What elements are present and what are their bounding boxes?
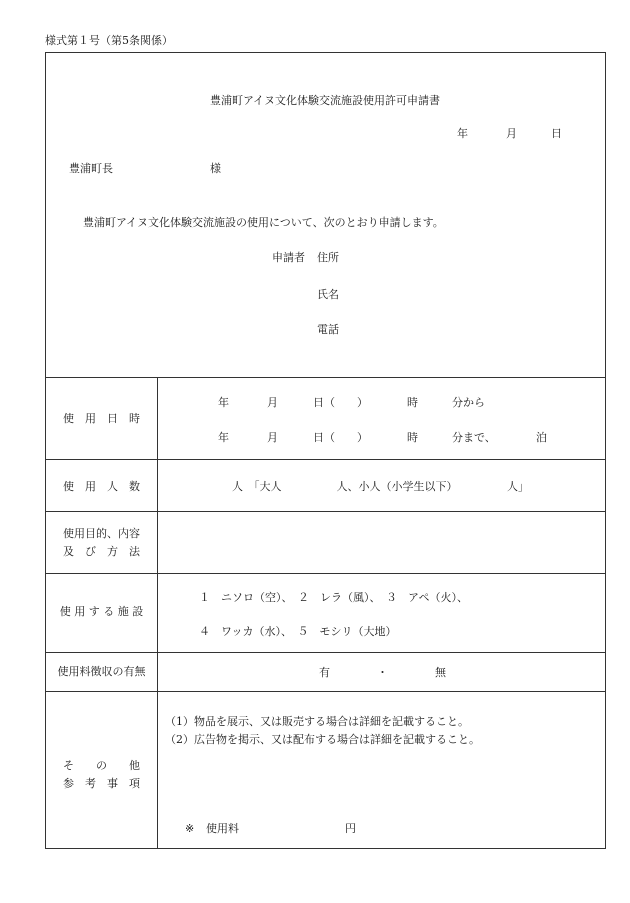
row-divider: [45, 573, 606, 574]
date-year-label: 年: [457, 127, 468, 140]
row-divider: [45, 459, 606, 460]
date-day-label: 日: [551, 127, 562, 140]
end-hour: 時: [407, 431, 418, 444]
form-title: 豊浦町アイヌ文化体験交流施設使用許可申請書: [209, 94, 441, 107]
fee-note-mark: ※: [185, 822, 195, 835]
nights-label: 泊: [536, 431, 547, 444]
other-note-1: （1）物品を展示、又は販売する場合は詳細を記載すること。: [165, 715, 469, 728]
fee-no-option: 無: [435, 666, 446, 679]
row-divider: [45, 652, 606, 653]
start-month: 月: [267, 396, 278, 409]
headcount-value: 人 「大人 人、小人（小学生以下） 人」: [232, 480, 529, 493]
start-day: 日（ ）: [313, 396, 368, 409]
table-top-line: [45, 377, 606, 378]
application-statement: 豊浦町アイヌ文化体験交流施設の使用について、次のとおり申請します。: [83, 216, 444, 229]
facilities-label: 使 用 す る 施 設: [59, 605, 144, 618]
applicant-phone-label: 電話: [317, 323, 339, 336]
fee-collection-label: 使用料徴収の有無: [57, 665, 146, 678]
applicant-name-label: 氏名: [317, 288, 339, 301]
other-label-line1: そ の 他: [63, 759, 140, 772]
headcount-label: 使 用 人 数: [63, 480, 140, 493]
end-minute: 分まで、: [452, 431, 496, 444]
row-divider: [45, 511, 606, 512]
purpose-label-line1: 使用目的、内容: [63, 527, 140, 540]
facilities-line2: ４ ワッカ（水）、 ５ モシリ（大地）: [199, 625, 397, 638]
form-number-label: 様式第１号（第5条関係）: [45, 34, 173, 47]
fee-separator: ・: [377, 666, 388, 679]
end-year: 年: [218, 431, 229, 444]
end-day: 日（ ）: [313, 431, 368, 444]
addressee-honorific: 様: [210, 162, 221, 175]
other-note-2: （2）広告物を掲示、又は配布する場合は詳細を記載すること。: [165, 733, 480, 746]
other-label-line2: 参 考 事 項: [63, 777, 140, 790]
end-month: 月: [267, 431, 278, 444]
start-minute: 分から: [452, 396, 485, 409]
start-year: 年: [218, 396, 229, 409]
row-divider: [45, 691, 606, 692]
addressee-name: 豊浦町長: [69, 162, 113, 175]
application-form-frame: [45, 52, 606, 849]
facilities-line1: １ ニソロ（空）、 ２ レラ（風）、 ３ アペ（火）、: [199, 591, 469, 604]
date-month-label: 月: [506, 127, 517, 140]
column-divider: [157, 377, 158, 849]
start-hour: 時: [407, 396, 418, 409]
fee-yes-option: 有: [319, 666, 330, 679]
applicant-address-label: 住所: [317, 251, 339, 264]
applicant-label: 申請者: [272, 251, 305, 264]
purpose-label-line2: 及 び 方 法: [63, 545, 140, 558]
fee-amount-label: 使用料: [206, 822, 239, 835]
fee-unit-label: 円: [345, 822, 356, 835]
usage-datetime-label: 使 用 日 時: [63, 412, 140, 425]
